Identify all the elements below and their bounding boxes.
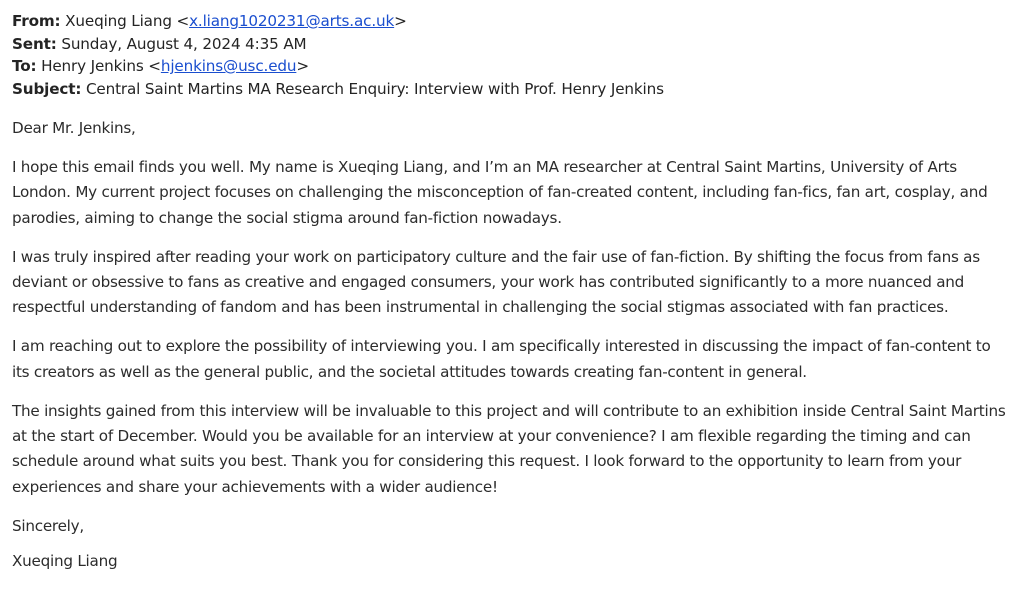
sent-datetime: Sunday, August 4, 2024 4:35 AM <box>61 34 307 53</box>
recipient-name: Henry Jenkins <box>41 57 144 75</box>
from-line <box>12 10 1012 33</box>
sender-email-link[interactable]: x.liang1020231@arts.ac.uk <box>189 12 395 30</box>
recipient-email-link[interactable]: hjenkins@usc.edu <box>160 57 297 75</box>
sender-email-bracket-close: > <box>394 12 407 30</box>
greeting: Dear Mr. Jenkins, <box>12 119 136 137</box>
sent-label: Sent: <box>12 34 57 53</box>
sender-name: Xueqing Liang <box>65 12 172 30</box>
subject-label: Subject: <box>12 79 82 98</box>
from-label: From: <box>12 12 61 30</box>
closing: Sincerely, <box>12 516 84 535</box>
signature: Xueqing Liang <box>12 552 118 571</box>
to-label: To: <box>12 57 37 75</box>
email-header <box>12 10 1012 100</box>
body-paragraph-2: I was truly inspired after reading your work on participatory culture and the fair use of fan-fiction. By shifting the focus from fans as deviant or obsessive to fans as creative and engaged consumers, your work has contributed significantly to a more nuanced and respectful understanding of fandom and has been instrumental in challenging the social stigmas associated with fan practices. <box>12 247 980 317</box>
sent-line <box>12 33 1012 56</box>
sender-email-bracket-open: < <box>176 12 190 30</box>
to-line <box>12 55 1012 78</box>
recipient-email-bracket-close: > <box>296 57 309 75</box>
recipient-email-bracket-open: < <box>148 57 161 75</box>
subject-line <box>12 78 1012 101</box>
subject-text: Central Saint Martins MA Research Enquiry: Interview with Prof. Henry Jenkins <box>85 79 664 98</box>
email-body <box>12 116 1012 575</box>
body-paragraph-3: I am reaching out to explore the possibility of interviewing you. I am specifically interested in discussing the impact of fan-content to its creators as well as the general public, and the societal attitudes towards creating fan-content in general. <box>12 337 991 381</box>
body-paragraph-4: The insights gained from this interview will be invaluable to this project and will contribute to an exhibition inside Central Saint Martins at the start of December. Would you be available for an interview at your convenience? I am flexible regarding the timing and can schedule around what suits you best. Thank you for considering this request. I look forward to the opportunity to learn from your experiences and share your achievements with a wider audience! <box>12 401 1006 496</box>
body-paragraph-1: I hope this email finds you well. My name is Xueqing Liang, and I’m an MA researcher at Central Saint Martins, University of Arts London. My current project focuses on challenging the misconception of fan-created content, including fan-fics, fan art, cosplay, and parodies, aiming to change the social stigma around fan-fiction nowadays. <box>12 157 988 227</box>
